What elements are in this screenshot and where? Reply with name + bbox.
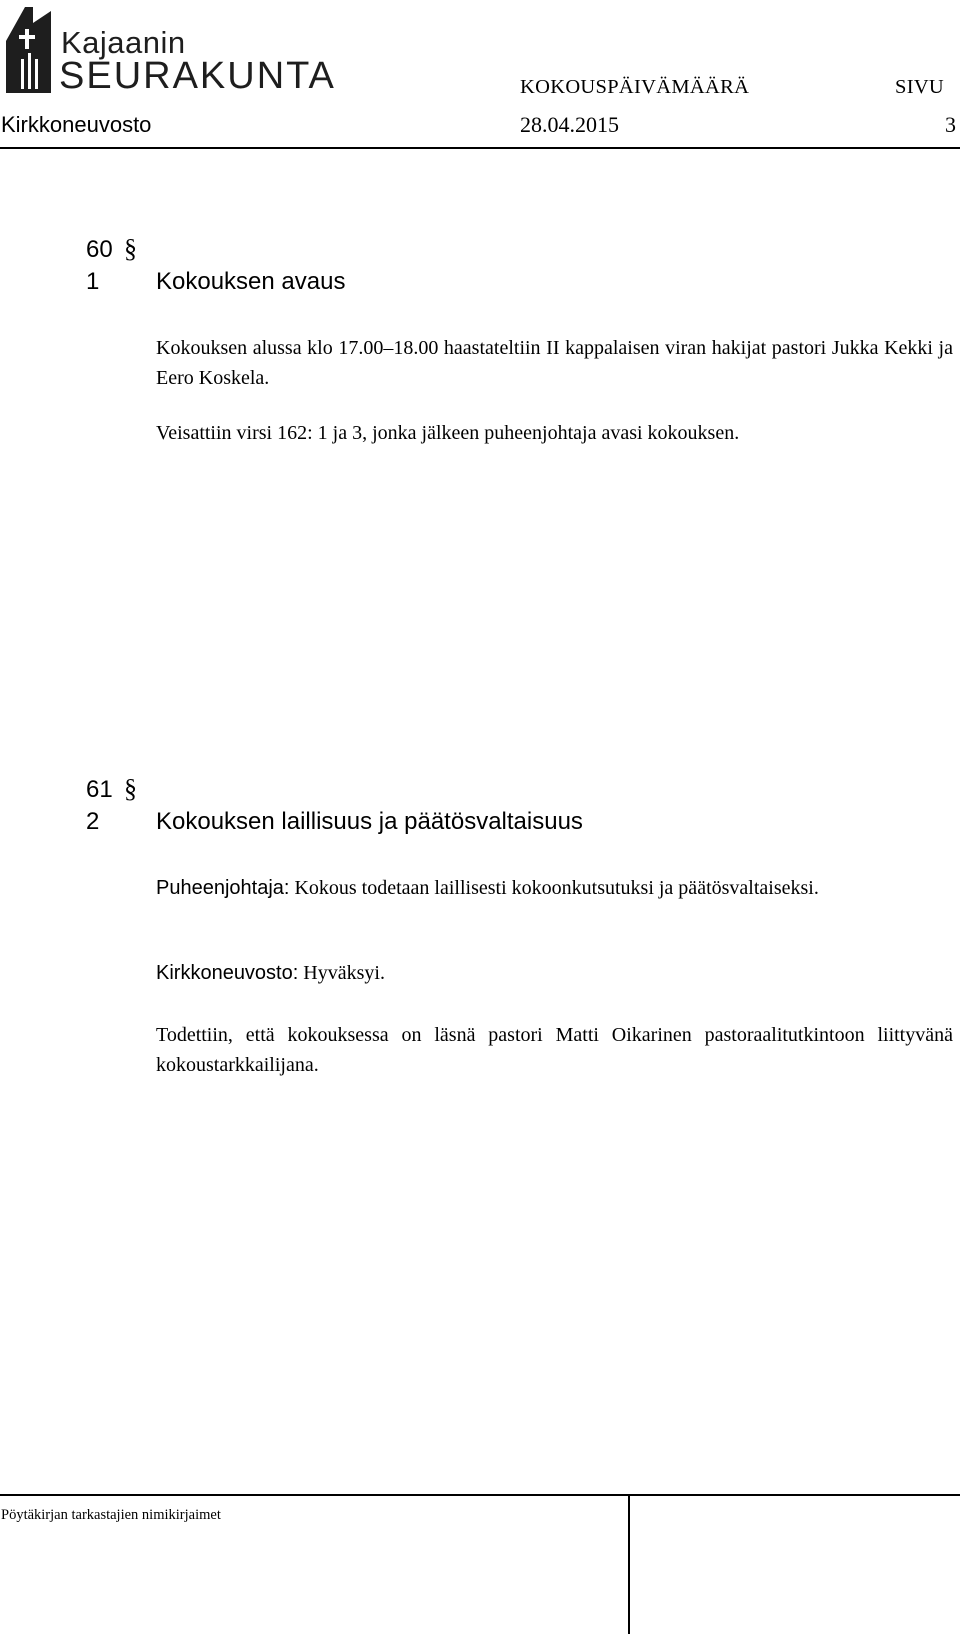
paragraph: Veisattiin virsi 162: 1 ja 3, jonka jälkeen puheenjohtaja avasi kokouksen. <box>156 422 740 444</box>
section-mark: § <box>124 774 137 803</box>
item-number: 1 <box>86 268 100 295</box>
board-decision-label: Kirkkoneuvosto: <box>156 962 299 984</box>
item-title: Kokouksen laillisuus ja päätösvaltaisuus <box>156 808 583 835</box>
governing-body: Kirkkoneuvosto <box>1 112 152 137</box>
page-number: 3 <box>945 112 956 137</box>
meeting-date-label: KOKOUSPÄIVÄMÄÄRÄ <box>520 76 750 98</box>
chair-proposal <box>156 873 953 903</box>
meeting-date: 28.04.2015 <box>520 112 619 137</box>
paragraph: Todettiin, että kokouksessa on läsnä pastori Matti Oikarinen pastoraalitutkintoon liittyvänä kokoustarkkailijana. <box>156 1024 953 1076</box>
header-divider <box>0 147 960 149</box>
item-number: 2 <box>86 808 100 835</box>
section-number: 60 <box>86 236 113 263</box>
paragraph: Kokouksen alussa klo 17.00–18.00 haastateltiin II kappalaisen viran hakijat pastori Jukka Kekki ja Eero Koskela. <box>156 337 953 389</box>
logo-text-seurakunta: SEURAKUNTA <box>59 55 336 97</box>
logo-text-kajaanin: Kajaanin <box>61 25 186 60</box>
chair-proposal-label: Puheenjohtaja: <box>156 877 290 899</box>
section-number: 61 <box>86 776 113 803</box>
kajaanin-seurakunta-logo <box>3 3 336 97</box>
footer-column-divider <box>628 1494 630 1634</box>
footer-initials-label: Pöytäkirjan tarkastajien nimikirjaimet <box>1 1507 221 1523</box>
board-decision-text: Hyväksyi. <box>303 962 385 984</box>
page-label: SIVU <box>895 76 945 98</box>
section-mark: § <box>124 234 137 263</box>
item-title: Kokouksen avaus <box>156 268 346 295</box>
chair-proposal-text: Kokous todetaan laillisesti kokoonkutsutuksi ja päätösvaltaiseksi. <box>294 877 819 899</box>
church-cross-icon <box>3 3 59 95</box>
board-decision <box>156 958 953 988</box>
footer-divider <box>0 1494 960 1496</box>
